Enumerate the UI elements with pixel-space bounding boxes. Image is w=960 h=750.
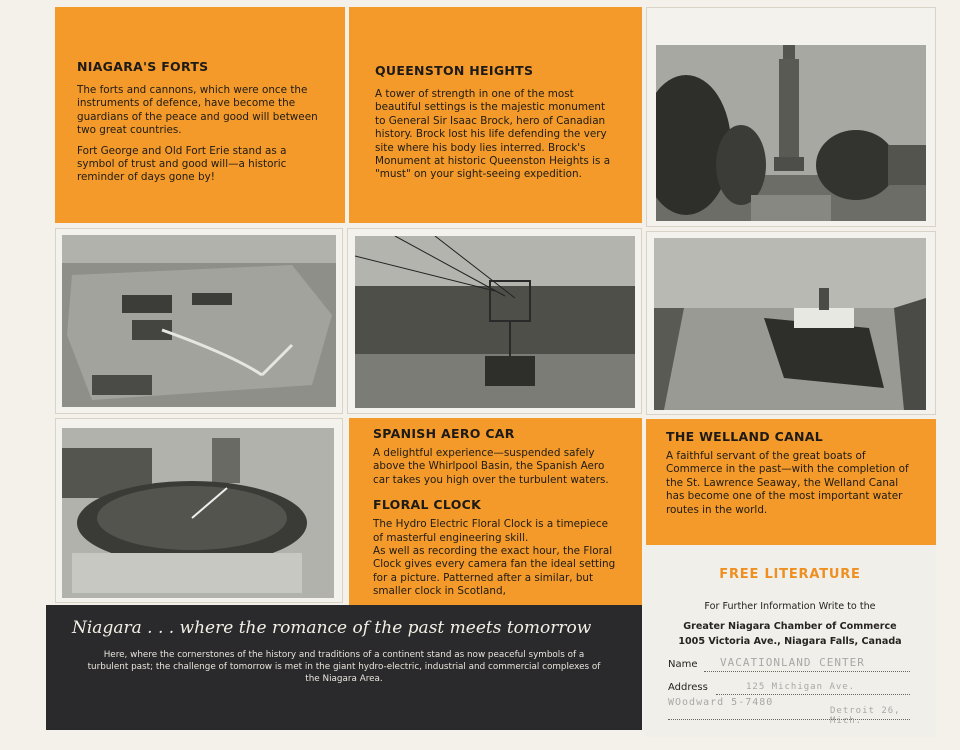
panel-aero-and-clock [349, 418, 642, 605]
panel-monument-photo [646, 7, 936, 227]
name-field-line[interactable] [704, 671, 910, 672]
chamber-name: Greater Niagara Chamber of Commerce [683, 621, 897, 632]
fort-photo [62, 235, 336, 407]
panel-floral-clock-photo [55, 418, 343, 603]
aero-title: SPANISH AERO CAR [373, 426, 515, 441]
band-paragraph: Here, where the cornerstones of the history and traditions of a continent stand as now peaceful symbols of a turbulent past; the challenge of tomorrow is met in the giant hydro-electric, industrial and commercial complexes of the Niagara Area. [87, 650, 601, 684]
floral-clock-photo [62, 428, 334, 598]
aero-paragraph: A delightful experience—suspended safely above the Whirlpool Basin, the Spanish Aero car takes you high over the turbulent waters. [373, 447, 609, 486]
panel-niagaras-forts [55, 7, 345, 223]
address-label: Address [668, 682, 708, 693]
clock-paragraph-1: The Hydro Electric Floral Clock is a timepiece of masterful engineering skill. [373, 518, 609, 544]
panel-fort-photo [55, 228, 343, 414]
aero-car-photo [355, 236, 635, 408]
queenston-paragraph: A tower of strength in one of the most beautiful settings is the majestic monument to General Sir Isaac Brock, hero of Canadian history. Brock lost his life defending the very site where his body lies interred. Brock's Monument at historic Queenston Heights is a "must" on your sight-seeing expedition. [375, 88, 611, 181]
clock-paragraph-2: As well as recording the exact hour, the Floral Clock gives every camera fan the ideal setting for a picture. Patterned after a similar, but smaller clock in Scotland, [373, 545, 616, 598]
forts-paragraph-1: The forts and cannons, which were once the instruments of defence, have become the guardians of the peace and good will between two great countries. [77, 84, 318, 137]
free-literature-coupon [644, 545, 936, 737]
clock-title: FLORAL CLOCK [373, 497, 482, 513]
queenston-title: QUEENSTON HEIGHTS [375, 63, 534, 78]
free-literature-title: FREE LITERATURE [719, 567, 861, 582]
panel-aero-car-photo [347, 228, 642, 414]
write-to-line: For Further Information Write to the [704, 601, 876, 612]
stamp-street: 125 Michigan Ave. [746, 682, 856, 692]
panel-queenston-heights [349, 7, 642, 223]
welland-paragraph: A faithful servant of the great boats of Commerce in the past—with the completion of the St. Lawrence Seaway, the Welland Canal has become one of the most important water routes in the world. [666, 450, 909, 516]
forts-paragraph-2: Fort George and Old Fort Erie stand as a symbol of trust and good will—a historic reminder of days gone by! [77, 144, 287, 184]
stamp-city: Detroit 26, Mich. [830, 706, 901, 726]
tagline: Niagara . . . where the romance of the past meets tomorrow [72, 618, 592, 638]
panel-canal-photo [646, 231, 936, 415]
forts-title: NIAGARA'S FORTS [77, 59, 209, 74]
address-field-line[interactable] [716, 694, 910, 695]
welland-title: THE WELLAND CANAL [666, 429, 824, 444]
panel-welland-canal [646, 419, 936, 545]
canal-photo [654, 238, 926, 410]
chamber-address: 1005 Victoria Ave., Niagara Falls, Canada [678, 636, 902, 647]
monument-photo [656, 45, 926, 221]
stamp-name: VACATIONLAND CENTER [720, 656, 865, 669]
stamp-phone: WOodward 5-7480 [668, 697, 774, 708]
name-label: Name [668, 659, 698, 670]
